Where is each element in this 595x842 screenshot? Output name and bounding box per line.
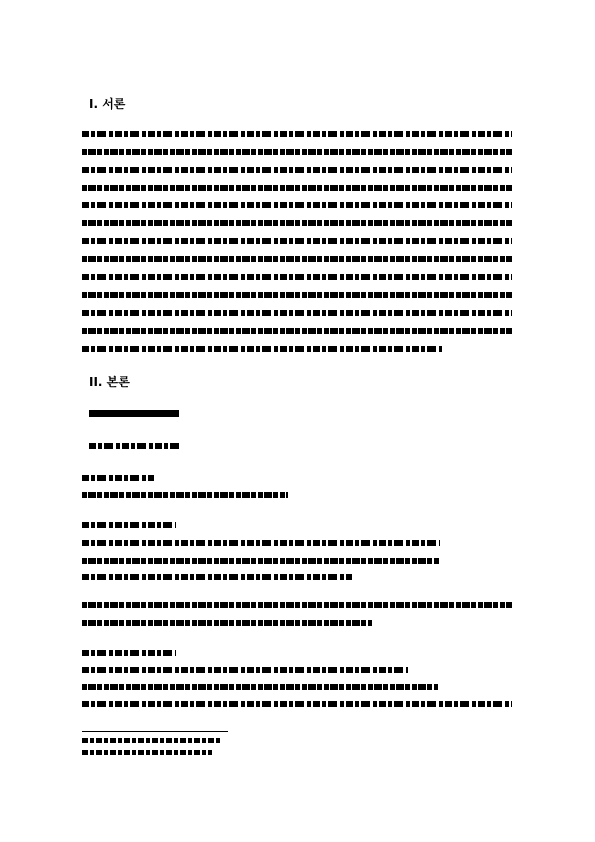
text-line	[82, 310, 512, 316]
text-line	[82, 131, 512, 137]
text-line	[82, 220, 512, 226]
section-1-heading: I. 서론	[89, 97, 126, 111]
text-line	[82, 167, 512, 173]
list-item	[82, 684, 438, 690]
list-item	[82, 667, 408, 673]
item-heading	[89, 443, 181, 449]
subitem-heading	[82, 475, 154, 481]
subheading	[89, 410, 179, 417]
text-line	[82, 274, 512, 280]
list-item	[82, 574, 352, 580]
list-item	[82, 701, 512, 707]
section-2-heading: II. 본론	[89, 375, 130, 389]
subitem-heading	[82, 650, 176, 656]
footnote-rule	[82, 731, 228, 732]
text-line	[82, 238, 512, 244]
list-item	[82, 558, 440, 564]
text-line	[82, 602, 512, 608]
footnote	[82, 750, 212, 755]
text-line	[82, 256, 512, 262]
text-line	[82, 149, 512, 155]
text-line	[82, 346, 442, 352]
subitem-heading	[82, 522, 176, 528]
text-line	[82, 328, 512, 334]
text-line	[82, 292, 512, 298]
subitem-text	[82, 492, 288, 498]
text-line	[82, 620, 372, 626]
text-line	[82, 185, 512, 191]
text-line	[82, 202, 512, 208]
list-item	[82, 540, 440, 546]
footnote	[82, 738, 222, 743]
